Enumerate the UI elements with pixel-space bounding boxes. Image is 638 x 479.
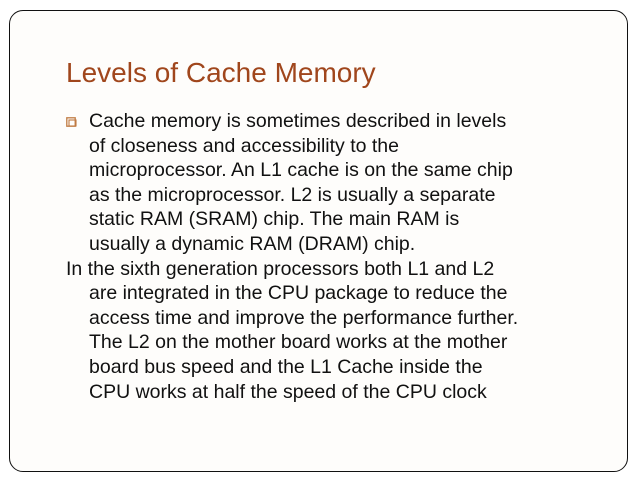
slide-title: Levels of Cache Memory (66, 57, 376, 88)
paragraph-text-line: board bus speed and the L1 Cache inside the (89, 355, 483, 378)
bullet-item (66, 109, 606, 257)
bullet-text-line: usually a dynamic RAM (DRAM) chip. (89, 232, 416, 255)
bullet-text-line: as the microprocessor. L2 is usually a separate (89, 183, 496, 206)
paragraph-text-line: are integrated in the CPU package to reduce the (89, 282, 508, 305)
bullet-text-line: microprocessor. An L1 cache is on the same chip (89, 159, 513, 182)
slide-content (66, 109, 606, 404)
paragraph-text-line: The L2 on the mother board works at the mother (89, 331, 508, 354)
hollow-square-bullet-icon (66, 117, 77, 127)
bullet-text-line: static RAM (SRAM) chip. The main RAM is (89, 208, 460, 231)
bullet-text-line: Cache memory is sometimes described in levels (89, 110, 507, 132)
paragraph-text-line: access time and improve the performance further. (89, 306, 519, 329)
paragraph-text-line: In the sixth generation processors both L1 and L2 (66, 257, 495, 280)
bullet-text-line: of closeness and accessibility to the (89, 134, 400, 157)
paragraph (66, 257, 606, 405)
paragraph-text-line: CPU works at half the speed of the CPU clock (89, 380, 487, 403)
